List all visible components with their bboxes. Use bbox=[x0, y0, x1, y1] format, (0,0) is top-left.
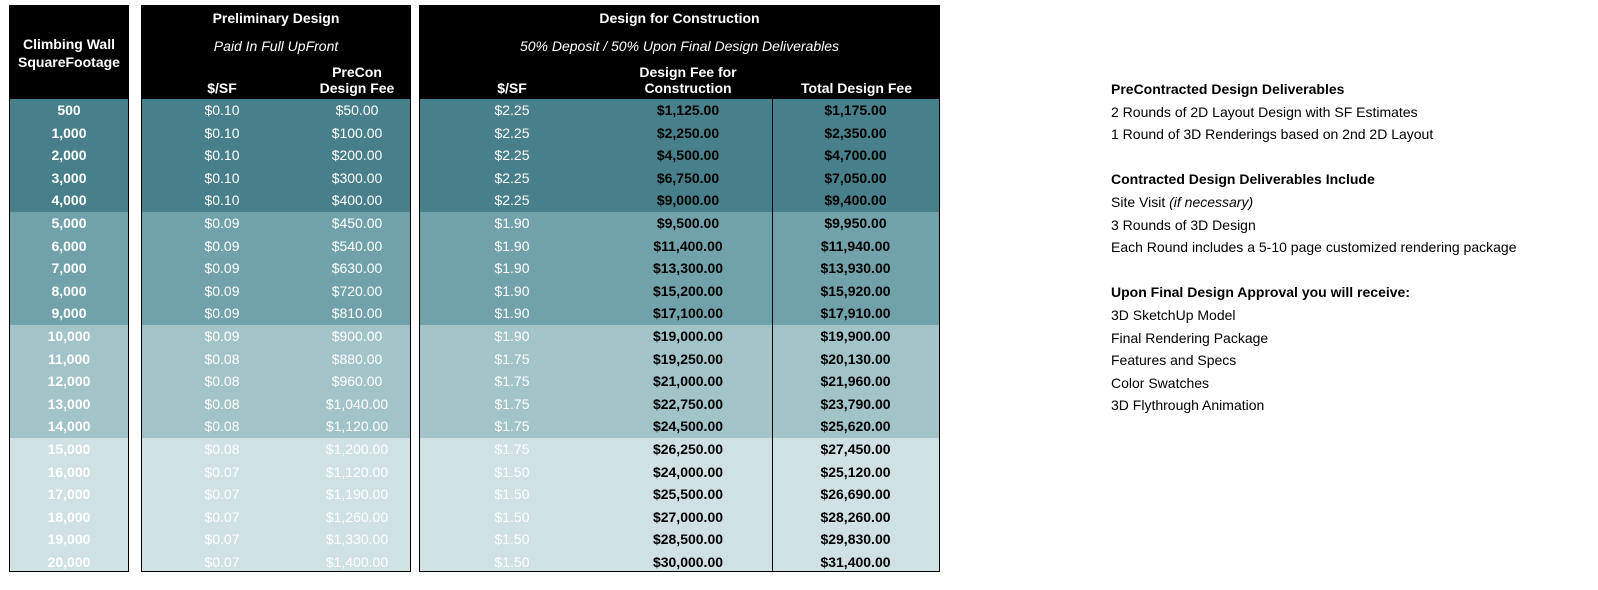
sqft-cell: 9,000 bbox=[51, 305, 87, 322]
table-row bbox=[10, 122, 128, 145]
prelim-rate-cell: $0.07 bbox=[204, 554, 240, 570]
preliminary-fee-col-header-line1: PreCon bbox=[332, 64, 382, 80]
prelim-fee-cell: $100.00 bbox=[331, 124, 383, 141]
design-for-construction-block bbox=[419, 5, 940, 572]
total-fee-cell: $1,175.00 bbox=[824, 102, 887, 118]
prelim-rate-cell: $0.09 bbox=[204, 215, 240, 231]
table-row bbox=[420, 551, 939, 572]
sqft-cell: 1,000 bbox=[51, 124, 87, 141]
preliminary-subtitle: Paid In Full UpFront bbox=[213, 38, 339, 54]
total-fee-cell: $27,450.00 bbox=[820, 441, 891, 457]
table-row bbox=[420, 393, 939, 416]
table-row bbox=[10, 189, 128, 212]
sqft-cell: 6,000 bbox=[51, 237, 87, 254]
total-fee-cell: $28,260.00 bbox=[820, 508, 891, 525]
prelim-fee-cell: $810.00 bbox=[331, 305, 383, 322]
table-row bbox=[10, 551, 128, 572]
table-row bbox=[142, 483, 410, 506]
final-item: Color Swatches bbox=[1111, 374, 1210, 391]
sqft-cell: 500 bbox=[57, 102, 81, 118]
table-row bbox=[420, 144, 939, 167]
table-row bbox=[142, 348, 410, 371]
prelim-rate-cell: $0.08 bbox=[204, 350, 240, 367]
sqft-cell: 7,000 bbox=[51, 260, 87, 277]
dfc-rate-cell: $2.25 bbox=[494, 192, 530, 209]
total-fee-cell: $4,700.00 bbox=[824, 147, 887, 164]
table-row bbox=[10, 257, 128, 280]
preliminary-rate-col-header: $/SF bbox=[207, 80, 237, 96]
table-row bbox=[142, 528, 410, 551]
table-row bbox=[142, 99, 410, 122]
dfc-fee-cell: $13,300.00 bbox=[652, 260, 724, 277]
dfc-fee-cell: $27,000.00 bbox=[652, 508, 724, 525]
total-column-divider bbox=[772, 99, 773, 571]
prelim-fee-cell: $1,330.00 bbox=[325, 531, 389, 548]
table-row bbox=[10, 325, 128, 348]
sqft-cell: 14,000 bbox=[47, 418, 91, 435]
prelim-rate-cell: $0.10 bbox=[204, 192, 240, 209]
final-approval-heading: Upon Final Design Approval you will receive: bbox=[1111, 284, 1410, 301]
dfc-rate-cell: $1.75 bbox=[494, 350, 530, 367]
table-row bbox=[420, 99, 939, 122]
sqft-cell: 20,000 bbox=[47, 554, 91, 570]
prelim-rate-cell: $0.07 bbox=[204, 486, 240, 503]
dfc-rate-cell: $1.90 bbox=[494, 215, 530, 231]
total-fee-cell: $9,400.00 bbox=[824, 192, 887, 209]
dfc-fee-cell: $19,000.00 bbox=[652, 328, 724, 344]
contracted-item-site-visit bbox=[1111, 191, 1591, 214]
prelim-rate-cell: $0.07 bbox=[204, 531, 240, 548]
sqft-title-line1: Climbing Wall bbox=[22, 36, 116, 52]
total-fee-cell: $17,910.00 bbox=[820, 305, 891, 322]
dfc-rate-cell: $1.90 bbox=[494, 237, 530, 254]
table-row bbox=[10, 302, 128, 325]
preliminary-design-block bbox=[141, 5, 411, 572]
prelim-fee-cell: $1,400.00 bbox=[325, 554, 389, 570]
sqft-cell: 15,000 bbox=[47, 441, 91, 457]
prelim-fee-cell: $300.00 bbox=[331, 169, 383, 186]
table-row bbox=[10, 528, 128, 551]
table-row bbox=[10, 280, 128, 303]
prelim-fee-cell: $200.00 bbox=[331, 147, 383, 164]
prelim-fee-cell: $1,120.00 bbox=[325, 463, 389, 480]
table-row bbox=[10, 370, 128, 393]
total-fee-cell: $21,960.00 bbox=[820, 373, 891, 390]
dfc-fee-col-header-line2: Construction bbox=[644, 80, 732, 96]
dfc-fee-col-header-line1: Design Fee for bbox=[639, 64, 737, 80]
dfc-rate-cell: $2.25 bbox=[494, 147, 530, 164]
dfc-rate-cell: $2.25 bbox=[494, 169, 530, 186]
sqft-cell: 8,000 bbox=[51, 282, 87, 299]
dfc-rate-cell: $1.75 bbox=[494, 395, 530, 412]
table-row bbox=[142, 461, 410, 484]
table-row bbox=[10, 393, 128, 416]
prelim-fee-cell: $880.00 bbox=[331, 350, 383, 367]
total-fee-cell: $7,050.00 bbox=[824, 169, 887, 186]
precontracted-heading: PreContracted Design Deliverables bbox=[1111, 81, 1345, 97]
prelim-rate-cell: $0.07 bbox=[204, 463, 240, 480]
dfc-rate-cell: $1.90 bbox=[494, 305, 530, 322]
table-row bbox=[142, 122, 410, 145]
table-row bbox=[420, 483, 939, 506]
dfc-rate-cell: $1.50 bbox=[494, 463, 530, 480]
total-fee-cell: $11,940.00 bbox=[820, 237, 891, 254]
table-row bbox=[420, 189, 939, 212]
sqft-column-block bbox=[9, 5, 129, 572]
table-row bbox=[10, 483, 128, 506]
dfc-rate-cell: $1.75 bbox=[494, 373, 530, 390]
table-row bbox=[420, 280, 939, 303]
prelim-rate-cell: $0.09 bbox=[204, 282, 240, 299]
total-fee-cell: $29,830.00 bbox=[820, 531, 891, 548]
prelim-fee-cell: $540.00 bbox=[331, 237, 383, 254]
table-row bbox=[10, 235, 128, 258]
preliminary-header bbox=[142, 6, 410, 98]
final-item: 3D SketchUp Model bbox=[1111, 306, 1236, 323]
table-row bbox=[142, 506, 410, 529]
table-row bbox=[142, 370, 410, 393]
prelim-fee-cell: $1,190.00 bbox=[325, 486, 389, 503]
table-row bbox=[142, 257, 410, 280]
table-row bbox=[420, 370, 939, 393]
dfc-fee-cell: $4,500.00 bbox=[656, 147, 720, 164]
table-row bbox=[420, 167, 939, 190]
dfc-fee-cell: $6,750.00 bbox=[656, 169, 720, 186]
prelim-fee-cell: $1,200.00 bbox=[325, 441, 389, 457]
table-row bbox=[10, 144, 128, 167]
total-fee-cell: $23,790.00 bbox=[820, 395, 891, 412]
table-row bbox=[142, 235, 410, 258]
dfc-fee-cell: $2,250.00 bbox=[656, 124, 720, 141]
table-row bbox=[420, 348, 939, 371]
dfc-title: Design for Construction bbox=[599, 10, 760, 26]
dfc-body bbox=[420, 99, 939, 571]
table-row bbox=[420, 528, 939, 551]
contracted-item: Each Round includes a 5-10 page customized rendering package bbox=[1111, 239, 1517, 256]
table-row bbox=[10, 348, 128, 371]
dfc-fee-cell: $15,200.00 bbox=[652, 282, 724, 299]
prelim-rate-cell: $0.10 bbox=[204, 124, 240, 141]
table-row bbox=[10, 167, 128, 190]
sqft-cell: 5,000 bbox=[51, 215, 87, 231]
dfc-fee-cell: $26,250.00 bbox=[652, 441, 724, 457]
total-fee-cell: $15,920.00 bbox=[820, 282, 891, 299]
table-row bbox=[10, 99, 128, 122]
sqft-cell: 19,000 bbox=[47, 531, 91, 548]
sqft-cell: 2,000 bbox=[51, 147, 87, 164]
final-item: Final Rendering Package bbox=[1111, 329, 1269, 346]
contracted-item: 3 Rounds of 3D Design bbox=[1111, 216, 1256, 233]
prelim-rate-cell: $0.08 bbox=[204, 373, 240, 390]
final-item: Features and Specs bbox=[1111, 352, 1237, 369]
sqft-cell: 13,000 bbox=[47, 395, 91, 412]
table-row bbox=[420, 257, 939, 280]
prelim-rate-cell: $0.09 bbox=[204, 305, 240, 322]
total-fee-cell: $19,900.00 bbox=[820, 328, 891, 344]
sqft-cell: 3,000 bbox=[51, 169, 87, 186]
dfc-fee-cell: $25,500.00 bbox=[652, 486, 724, 503]
dfc-rate-cell: $1.50 bbox=[494, 531, 530, 548]
total-fee-cell: $9,950.00 bbox=[824, 215, 887, 231]
table-row bbox=[10, 438, 128, 461]
dfc-header bbox=[420, 6, 939, 98]
prelim-fee-cell: $900.00 bbox=[331, 328, 383, 344]
table-row bbox=[420, 415, 939, 438]
table-row bbox=[142, 212, 410, 235]
dfc-rate-cell: $1.90 bbox=[494, 260, 530, 277]
dfc-rate-cell: $1.50 bbox=[494, 554, 530, 570]
prelim-fee-cell: $450.00 bbox=[331, 215, 383, 231]
dfc-fee-cell: $11,400.00 bbox=[653, 237, 723, 254]
sqft-cell: 16,000 bbox=[47, 463, 91, 480]
table-row bbox=[420, 302, 939, 325]
table-row bbox=[142, 393, 410, 416]
preliminary-fee-col-header-line2: Design Fee bbox=[319, 80, 395, 96]
table-row bbox=[420, 506, 939, 529]
sqft-cell: 11,000 bbox=[47, 350, 91, 367]
table-row bbox=[420, 212, 939, 235]
dfc-rate-col-header: $/SF bbox=[497, 80, 527, 96]
dfc-fee-cell: $9,500.00 bbox=[656, 215, 720, 231]
table-row bbox=[420, 235, 939, 258]
prelim-fee-cell: $630.00 bbox=[331, 260, 383, 277]
table-row bbox=[142, 144, 410, 167]
total-fee-cell: $13,930.00 bbox=[820, 260, 891, 277]
table-row bbox=[10, 415, 128, 438]
sqft-cell: 10,000 bbox=[47, 328, 91, 344]
sqft-body bbox=[10, 99, 128, 571]
dfc-fee-cell: $21,000.00 bbox=[652, 373, 724, 390]
prelim-fee-cell: $50.00 bbox=[335, 102, 379, 118]
total-fee-cell: $26,690.00 bbox=[820, 486, 891, 503]
table-row bbox=[10, 506, 128, 529]
sqft-cell: 18,000 bbox=[47, 508, 91, 525]
prelim-rate-cell: $0.09 bbox=[204, 328, 240, 344]
dfc-rate-cell: $1.75 bbox=[494, 418, 530, 435]
precontracted-item: 1 Round of 3D Renderings based on 2nd 2D Layout bbox=[1111, 126, 1434, 143]
precontracted-item: 2 Rounds of 2D Layout Design with SF Estimates bbox=[1111, 103, 1418, 120]
total-fee-cell: $20,130.00 bbox=[820, 350, 891, 367]
sqft-cell: 17,000 bbox=[47, 486, 91, 503]
sqft-cell: 4,000 bbox=[51, 192, 87, 209]
prelim-fee-cell: $960.00 bbox=[331, 373, 383, 390]
preliminary-title: Preliminary Design bbox=[212, 10, 340, 26]
dfc-fee-cell: $17,100.00 bbox=[652, 305, 724, 322]
dfc-rate-cell: $2.25 bbox=[494, 102, 530, 118]
table-row bbox=[142, 167, 410, 190]
prelim-fee-cell: $1,040.00 bbox=[325, 395, 389, 412]
sqft-header bbox=[10, 6, 128, 98]
table-row bbox=[10, 212, 128, 235]
table-row bbox=[142, 551, 410, 572]
dfc-fee-cell: $9,000.00 bbox=[656, 192, 720, 209]
table-row bbox=[420, 122, 939, 145]
prelim-fee-cell: $1,120.00 bbox=[325, 418, 389, 435]
table-row bbox=[420, 325, 939, 348]
dfc-fee-cell: $1,125.00 bbox=[656, 102, 720, 118]
dfc-rate-cell: $1.50 bbox=[494, 486, 530, 503]
table-row bbox=[142, 189, 410, 212]
table-row bbox=[142, 280, 410, 303]
deliverables-notes bbox=[1111, 78, 1591, 417]
dfc-rate-cell: $1.50 bbox=[494, 508, 530, 525]
prelim-rate-cell: $0.07 bbox=[204, 508, 240, 525]
table-row bbox=[142, 302, 410, 325]
dfc-fee-cell: $28,500.00 bbox=[652, 531, 724, 548]
dfc-rate-cell: $1.90 bbox=[494, 282, 530, 299]
prelim-rate-cell: $0.08 bbox=[204, 418, 240, 435]
dfc-total-col-header: Total Design Fee bbox=[801, 80, 912, 96]
table-row bbox=[142, 415, 410, 438]
total-fee-cell: $25,120.00 bbox=[820, 463, 891, 480]
prelim-fee-cell: $720.00 bbox=[331, 282, 383, 299]
dfc-fee-cell: $22,750.00 bbox=[652, 395, 724, 412]
table-row bbox=[10, 461, 128, 484]
prelim-rate-cell: $0.08 bbox=[204, 395, 240, 412]
site-visit-label: Site Visit bbox=[1111, 193, 1166, 210]
prelim-rate-cell: $0.09 bbox=[204, 237, 240, 254]
site-visit-note: (if necessary) bbox=[1169, 193, 1254, 210]
sqft-title-line2: SquareFootage bbox=[18, 54, 120, 70]
preliminary-body bbox=[142, 99, 410, 571]
table-row bbox=[142, 438, 410, 461]
table-row bbox=[420, 438, 939, 461]
dfc-subtitle: 50% Deposit / 50% Upon Final Design Deliverables bbox=[519, 38, 840, 54]
total-fee-cell: $25,620.00 bbox=[820, 418, 891, 435]
dfc-rate-cell: $1.90 bbox=[494, 328, 530, 344]
sqft-cell: 12,000 bbox=[47, 373, 91, 390]
prelim-rate-cell: $0.10 bbox=[204, 102, 240, 118]
dfc-fee-cell: $24,000.00 bbox=[652, 463, 724, 480]
prelim-fee-cell: $400.00 bbox=[331, 192, 383, 209]
dfc-rate-cell: $2.25 bbox=[494, 124, 530, 141]
dfc-fee-cell: $24,500.00 bbox=[652, 418, 724, 435]
prelim-rate-cell: $0.09 bbox=[204, 260, 240, 277]
dfc-rate-cell: $1.75 bbox=[494, 441, 530, 457]
total-fee-cell: $2,350.00 bbox=[824, 124, 887, 141]
total-fee-cell: $31,400.00 bbox=[820, 554, 891, 570]
prelim-rate-cell: $0.10 bbox=[204, 169, 240, 186]
contracted-heading: Contracted Design Deliverables Include bbox=[1111, 171, 1375, 188]
table-row bbox=[420, 461, 939, 484]
table-row bbox=[142, 325, 410, 348]
prelim-rate-cell: $0.08 bbox=[204, 441, 240, 457]
dfc-fee-cell: $19,250.00 bbox=[652, 350, 724, 367]
final-item: 3D Flythrough Animation bbox=[1111, 397, 1265, 414]
prelim-fee-cell: $1,260.00 bbox=[325, 508, 389, 525]
prelim-rate-cell: $0.10 bbox=[204, 147, 240, 164]
dfc-fee-cell: $30,000.00 bbox=[652, 554, 724, 570]
